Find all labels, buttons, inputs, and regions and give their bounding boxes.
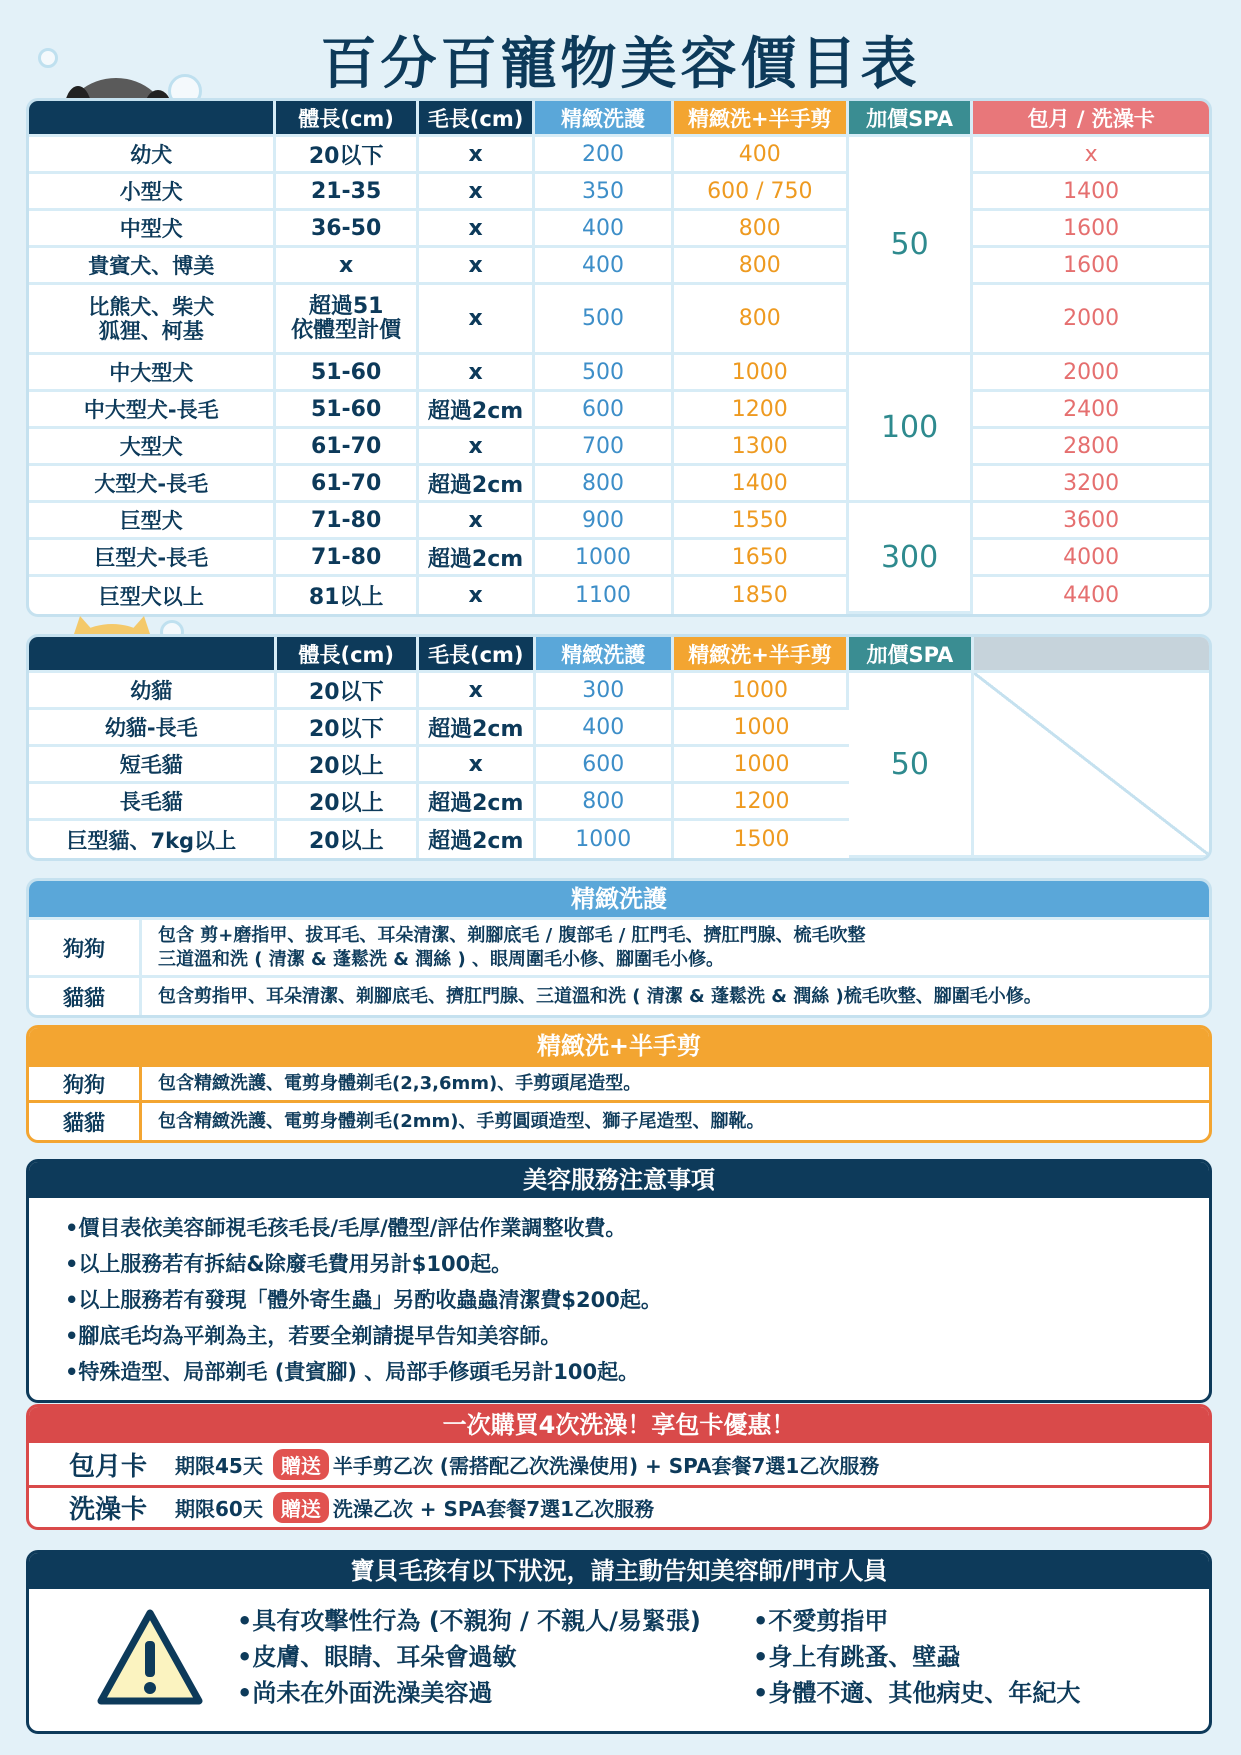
body-length: 71-80: [276, 540, 418, 577]
warning-triangle-icon: [95, 1607, 205, 1707]
bath-card-row: [29, 1485, 1209, 1527]
body-length: 20以下: [277, 710, 419, 747]
header-spa: 加價SPA: [849, 637, 973, 673]
dog-header-corner: [29, 101, 276, 137]
card-price: 4400: [1063, 583, 1120, 608]
breed-name: 中大型犬-長毛: [29, 392, 276, 429]
warning-title: 寶貝毛孩有以下狀況，請主動告知美容師/門市人員: [29, 1553, 1209, 1589]
fur-length: x: [419, 577, 536, 614]
spa-price: 100: [849, 355, 974, 503]
body-length: 81以上: [276, 577, 418, 614]
card-price: 2800: [973, 429, 1209, 466]
fur-length: x: [419, 174, 536, 211]
dog-label: 狗狗: [29, 920, 142, 975]
wash-price: 400: [535, 211, 673, 248]
fur-length: 超過2cm: [419, 466, 536, 503]
wash-dog-row: [29, 917, 1209, 975]
trim-price: 800: [674, 248, 849, 285]
wash-price: 400: [536, 710, 674, 747]
wash-price: 600: [536, 747, 674, 784]
card-price: 2000: [973, 355, 1209, 392]
trim-price: 800: [674, 285, 849, 355]
body-length: 20以下: [276, 137, 418, 174]
breed-name: 貴賓犬、博美: [29, 248, 276, 285]
card-price: 1600: [973, 248, 1209, 285]
notes-title: 美容服務注意事項: [29, 1162, 1209, 1198]
bath-card-name: 洗澡卡: [69, 1495, 148, 1525]
table-row: [29, 248, 1209, 285]
wash-price: 800: [536, 784, 674, 821]
fur-length: x: [419, 248, 536, 285]
notes-list: [29, 1198, 1209, 1400]
breed-name: 巨型犬-長毛: [29, 540, 276, 577]
wash-price: 300: [536, 673, 674, 710]
trim-price: 1000: [674, 355, 849, 392]
breed-name: 長毛貓: [29, 784, 277, 821]
trim-price: 400: [674, 137, 849, 174]
page-title: 百分百寵物美容價目表: [320, 32, 921, 97]
fur-length: x: [419, 137, 536, 174]
wash-dog-text: [142, 920, 1209, 975]
warning-item: •身體不適、其他病史、年紀大: [753, 1679, 1081, 1707]
fur-length: x: [419, 211, 536, 248]
trim-price: 1850: [674, 577, 849, 614]
wash-price: 1000: [536, 821, 674, 858]
body-length: 51-60: [276, 392, 418, 429]
warning-item: •皮膚、眼睛、耳朵會過敏: [237, 1643, 517, 1671]
trim-price: 1200: [674, 784, 849, 821]
trim-dog-row: [29, 1064, 1209, 1100]
body-length: 71-80: [276, 503, 418, 540]
header-spa: 加價SPA: [849, 101, 974, 137]
cat-price-table: [26, 634, 1212, 861]
dog-price-table: [26, 98, 1212, 617]
table-row: [29, 211, 1209, 248]
body-length: 61-70: [276, 466, 418, 503]
warning-item: •尚未在外面洗澡美容過: [237, 1679, 493, 1707]
wash-dog-line-1: 包含 剪+磨指甲、拔耳毛、耳朵清潔、剃腳底毛 / 腹部毛 / 肛門毛、擠肛門腺、梳毛吹整: [158, 924, 866, 946]
warning-item: •不愛剪指甲: [753, 1607, 889, 1635]
body-length: 20以上: [277, 784, 419, 821]
fur-length: 超過2cm: [419, 540, 536, 577]
table-row: [29, 466, 1209, 503]
warning-item: •身上有跳蚤、壁蝨: [753, 1643, 961, 1671]
breed-name: 巨型犬以上: [29, 577, 276, 614]
header-card: 包月 / 洗澡卡: [973, 101, 1209, 137]
trim-price: 1650: [674, 540, 849, 577]
fur-length: x: [419, 429, 536, 466]
spa-price: 300: [849, 503, 974, 614]
monthly-card-period: 期限45天: [175, 1453, 263, 1478]
table-row: [29, 540, 1209, 577]
fur-length: x: [419, 673, 536, 710]
cat-header-corner: [29, 637, 277, 673]
wash-price: 900: [535, 503, 673, 540]
promo-title: 一次購買4次洗澡！享包卡優惠！: [29, 1407, 1209, 1443]
header-body-length: 體長(cm): [276, 101, 418, 137]
wash-price: 200: [535, 137, 673, 174]
header-body-length: 體長(cm): [277, 637, 419, 673]
fur-length: x: [419, 355, 536, 392]
table-row: [29, 355, 1209, 392]
bath-card-text: 洗澡乙次 + SPA套餐7選1乙次服務: [332, 1497, 655, 1521]
trim-price: 1550: [674, 503, 849, 540]
monthly-card-name: 包月卡: [69, 1451, 148, 1482]
table-row: [29, 503, 1209, 540]
warning-item: •具有攻擊性行為 (不親狗 / 不親人/易緊張): [237, 1607, 701, 1635]
header-wash-trim: 精緻洗+半手剪: [674, 101, 849, 137]
table-row: [29, 285, 1209, 355]
body-length: 51-60: [276, 355, 418, 392]
table-row: [29, 392, 1209, 429]
body-length: 21-35: [276, 174, 418, 211]
table-row: [29, 429, 1209, 466]
body-length: x: [276, 248, 418, 285]
trim-cat-row: [29, 1100, 1209, 1140]
trim-box-title: 精緻洗+半手剪: [29, 1028, 1209, 1064]
gift-badge: 贈送: [273, 1449, 329, 1480]
note-item: •價目表依美容師視毛孩毛長/毛厚/體型/評估作業調整收費。: [65, 1216, 627, 1240]
breed-name: 比熊犬、柴犬 狐狸、柯基: [29, 285, 276, 355]
trim-cat-text: 包含精緻洗護、電剪身體剃毛(2mm)、手剪圓頭造型、獅子尾造型、腳靴。: [158, 1110, 765, 1132]
wash-price: 1100: [535, 577, 673, 614]
spa-price: 50: [849, 137, 974, 355]
trim-price: 1400: [674, 466, 849, 503]
empty-cell-slash: [974, 673, 1209, 858]
fur-length: x: [419, 503, 536, 540]
header-fur-length: 毛長(cm): [419, 101, 536, 137]
trim-price: 800: [674, 211, 849, 248]
monthly-card-row: [29, 1443, 1209, 1485]
breed-name: 中型犬: [29, 211, 276, 248]
header-empty: [974, 637, 1209, 673]
wash-price: 350: [535, 174, 673, 211]
trim-description-box: [26, 1025, 1212, 1143]
fur-length: 超過2cm: [419, 392, 536, 429]
wash-cat-row: [29, 975, 1209, 1015]
note-item: •以上服務若有發現「體外寄生蟲」另酌收蟲蟲清潔費$200起。: [65, 1288, 662, 1312]
breed-name: 幼貓: [29, 673, 277, 710]
trim-price: 1000: [674, 747, 849, 784]
card-price: x: [973, 137, 1209, 174]
card-price: 2400: [973, 392, 1209, 429]
monthly-card-text: 半手剪乙次 (需搭配乙次洗澡使用) + SPA套餐7選1乙次服務: [332, 1453, 880, 1478]
breed-name: 小型犬: [29, 174, 276, 211]
table-row: [29, 673, 1209, 710]
trim-price: 1000: [674, 710, 849, 747]
cat-label: 貓貓: [29, 1103, 142, 1140]
fur-length: x: [419, 285, 536, 355]
trim-price: 1300: [674, 429, 849, 466]
body-length: 20以上: [277, 747, 419, 784]
cat-label: 貓貓: [29, 978, 142, 1015]
header-wash-trim: 精緻洗+半手剪: [674, 637, 849, 673]
breed-name: 巨型貓、7kg以上: [29, 821, 277, 858]
breed-name: 幼犬: [29, 137, 276, 174]
header-wash: 精緻洗護: [536, 637, 674, 673]
breed-name: 中大型犬: [29, 355, 276, 392]
trim-price: 600 / 750: [674, 174, 849, 211]
bath-card-period: 期限60天: [175, 1497, 263, 1521]
body-length: 61-70: [276, 429, 418, 466]
warning-list-right: [753, 1601, 1080, 1709]
trim-price: 1200: [674, 392, 849, 429]
warning-list-left: [237, 1601, 701, 1709]
trim-price: 1000: [674, 673, 849, 710]
fur-length: x: [419, 747, 536, 784]
trim-dog-text: 包含精緻洗護、電剪身體剃毛(2,3,6mm)、手剪頭尾造型。: [158, 1072, 642, 1094]
service-notes-box: [26, 1159, 1212, 1403]
note-item: •以上服務若有拆結&除廢毛費用另計$100起。: [65, 1252, 513, 1276]
breed-name: 巨型犬: [29, 503, 276, 540]
fur-length: 超過2cm: [419, 710, 536, 747]
card-price: 4000: [973, 540, 1209, 577]
wash-box-title: 精緻洗護: [29, 881, 1209, 917]
spa-price: 50: [849, 673, 973, 858]
table-row: [29, 137, 1209, 174]
fur-length: 超過2cm: [419, 821, 536, 858]
card-price: 1600: [973, 211, 1209, 248]
fur-length: 超過2cm: [419, 784, 536, 821]
breed-name: 大型犬: [29, 429, 276, 466]
body-length: 36-50: [276, 211, 418, 248]
note-item: •特殊造型、局部剃毛 (貴賓腳) 、局部手修頭毛另計100起。: [65, 1360, 640, 1384]
wash-price: 700: [535, 429, 673, 466]
wash-price: 800: [535, 466, 673, 503]
promo-box: [26, 1404, 1212, 1530]
body-length: 20以上: [277, 821, 419, 858]
wash-price: 400: [535, 248, 673, 285]
wash-price: 1000: [535, 540, 673, 577]
trim-price: 1500: [733, 827, 790, 852]
wash-price: 600: [535, 392, 673, 429]
dog-label: 狗狗: [29, 1067, 142, 1100]
body-length: 20以下: [277, 673, 419, 710]
warning-box: [26, 1550, 1212, 1734]
card-price: 3600: [973, 503, 1209, 540]
note-item: •腳底毛均為平剃為主，若要全剃請提早告知美容師。: [65, 1324, 562, 1348]
card-price: 2000: [973, 285, 1209, 355]
wash-price: 500: [535, 285, 673, 355]
header-wash: 精緻洗護: [535, 101, 673, 137]
wash-dog-line-2: 三道溫和洗 ( 清潔 & 蓬鬆洗 & 潤絲 ) 、眼周圍毛小修、腳圍毛小修。: [158, 948, 724, 970]
wash-cat-text: 包含剪指甲、耳朵清潔、剃腳底毛、擠肛門腺、三道溫和洗 ( 清潔 & 蓬鬆洗 & 潤絲 )梳毛吹整、腳圍毛小修。: [158, 985, 1042, 1007]
header-fur-length: 毛長(cm): [419, 637, 536, 673]
breed-name: 短毛貓: [29, 747, 277, 784]
wash-description-box: [26, 878, 1212, 1018]
breed-name: 大型犬-長毛: [29, 466, 276, 503]
wash-price: 500: [535, 355, 673, 392]
card-price: 1400: [973, 174, 1209, 211]
card-price: 3200: [973, 466, 1209, 503]
breed-name: 幼貓-長毛: [29, 710, 277, 747]
table-row: [29, 174, 1209, 211]
body-length: 超過51 依體型計價: [276, 285, 418, 355]
table-row: [29, 577, 1209, 614]
warning-body: [29, 1589, 1209, 1731]
gift-badge: 贈送: [273, 1492, 329, 1523]
